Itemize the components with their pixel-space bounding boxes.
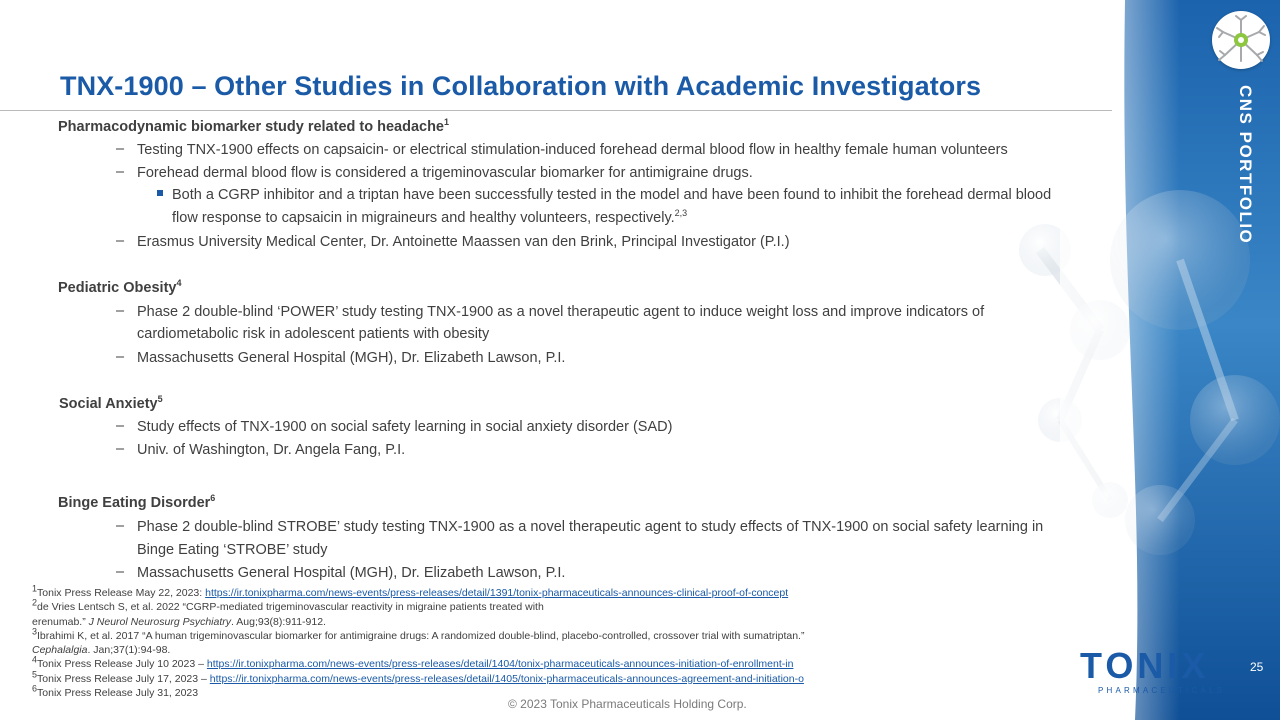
sub-bullet-text: Both a CGRP inhibitor and a triptan have been successfully tested in the model and have been found to inhibit the forehead dermal blood: [172, 187, 1052, 203]
bullet-text: Study effects of TNX-1900 on social safety learning in social anxiety disorder (SAD): [137, 419, 673, 435]
section-heading-headache: Pharmacodynamic biomarker study related to headache$^1$: [58, 117, 450, 135]
section-heading-obesity: Pediatric Obesity$^4$: [58, 278, 182, 296]
page-number: 25: [1250, 660, 1264, 674]
sub-bullet-text: flow response to capsaicin in migraineurs and healthy volunteers, respectively.$^{2,3}$: [172, 208, 688, 226]
bullet-text: cardiometabolic risk in adolescent patients with obesity: [137, 326, 490, 342]
section-heading-binge: Binge Eating Disorder$^6$: [58, 493, 216, 511]
slide-title: TNX-1900 – Other Studies in Collaboration with Academic Investigators: [60, 71, 982, 101]
dash-bullet: –: [116, 303, 125, 319]
tonix-logo: [1080, 645, 1226, 695]
bullet-text: Binge Eating ‘STROBE’ study: [137, 542, 328, 558]
reference-item: $^6$Tonix Press Release July 31, 2023: [32, 683, 199, 700]
dash-bullet: –: [116, 164, 125, 180]
reference-item: $^5$Tonix Press Release July 17, 2023 – https://ir.tonixpharma.com/news-events/press-releases/detail/1405/tonix-pharmaceuticals-announces-agreement-and-initiation-o: [32, 669, 804, 685]
copyright-footer: © 2023 Tonix Pharmaceuticals Holding Corp.: [508, 697, 747, 711]
side-label: [1236, 85, 1270, 260]
logo-subtitle: PHARMACEUTICALS: [1098, 686, 1226, 695]
neuron-badge: [1212, 11, 1270, 69]
bullet-text: Forehead dermal blood flow is considered a trigeminovascular biomarker for antimigraine drugs.: [137, 165, 753, 181]
reference-item: $^1$Tonix Press Release May 22, 2023: https://ir.tonixpharma.com/news-events/press-releases/detail/1391/tonix-pharmaceuticals-announces-clinical-proof-of-concept: [32, 583, 789, 599]
square-bullet-icon: [157, 190, 163, 196]
references: [32, 583, 805, 700]
dash-bullet: –: [116, 418, 125, 434]
bullet-text: Phase 2 double-blind ‘POWER’ study testing TNX-1900 as a novel therapeutic agent to induce weight loss and improve indicators of: [137, 304, 985, 320]
dash-bullet: –: [116, 233, 125, 249]
bullet-text: Erasmus University Medical Center, Dr. Antoinette Maassen van den Brink, Principal Investigator (P.I.): [137, 234, 790, 250]
side-label-text: CNS PORTFOLIO: [1236, 85, 1255, 245]
reference-item: $^4$Tonix Press Release July 10 2023 – https://ir.tonixpharma.com/news-events/press-releases/detail/1404/tonix-pharmaceuticals-announces-initiation-of-enrollment-in: [32, 654, 794, 671]
bullet-text: Phase 2 double-blind STROBE’ study testing TNX-1900 as a novel therapeutic agent to study effects of TNX-1900 on social safety learning in: [137, 519, 1044, 535]
bullet-text: Univ. of Washington, Dr. Angela Fang, P.I.: [137, 442, 406, 458]
reference-item-cont: erenumab.” J Neurol Neurosurg Psychiatry. Aug;93(8):911-912.: [32, 615, 326, 628]
neuron-icon: [1212, 11, 1270, 69]
logo-wordmark: TONIX: [1080, 645, 1210, 686]
reference-item: $^3$Ibrahimi K, et al. 2017 “A human trigeminovascular biomarker for antimigraine drugs: A randomized double-blind, placebo-controlled, crossover trial with sumatriptan.”: [32, 626, 805, 642]
reference-item-cont: Cephalalgia. Jan;37(1):94-98.: [32, 644, 171, 657]
dash-bullet: –: [116, 441, 125, 457]
bullet-text: Massachusetts General Hospital (MGH), Dr. Elizabeth Lawson, P.I.: [137, 350, 566, 366]
reference-link[interactable]: https://ir.tonixpharma.com/news-events/press-releases/detail/1404/tonix-pharmaceuticals-announces-initiation-of-enrollment-in: [206, 658, 794, 671]
reference-link[interactable]: https://ir.tonixpharma.com/news-events/press-releases/detail/1405/tonix-pharmaceuticals-announces-agreement-and-initiation-o: [209, 672, 804, 685]
dash-bullet: –: [116, 564, 125, 580]
dash-bullet: –: [116, 141, 125, 157]
section-heading-anxiety: Social Anxiety$^5$: [59, 394, 163, 412]
bullet-text: Testing TNX-1900 effects on capsaicin- or electrical stimulation-induced forehead dermal blood flow in healthy female human volunteers: [137, 142, 1008, 158]
reference-item: $^2$de Vries Lentsch S, et al. 2022 “CGRP-mediated trigeminovascular reactivity in migraine patients treated with: [32, 597, 544, 614]
reference-link[interactable]: https://ir.tonixpharma.com/news-events/press-releases/detail/1391/tonix-pharmaceuticals-announces-clinical-proof-of-concept: [205, 587, 789, 599]
dash-bullet: –: [116, 518, 125, 534]
dash-bullet: –: [116, 349, 125, 365]
bullet-text: Massachusetts General Hospital (MGH), Dr. Elizabeth Lawson, P.I.: [137, 565, 566, 581]
title-divider: [0, 110, 1112, 111]
